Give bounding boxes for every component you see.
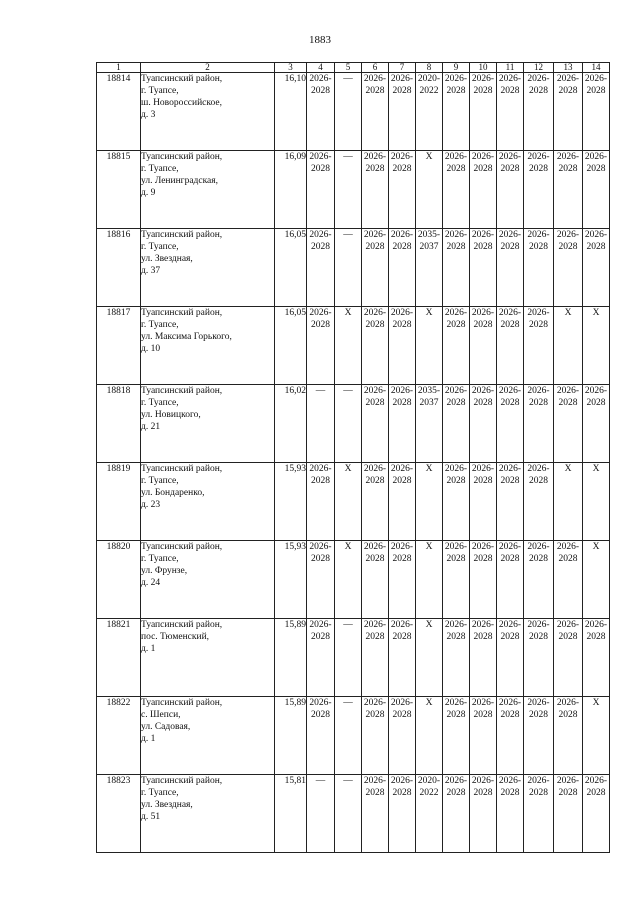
period-cell: 2026- 2028 xyxy=(389,775,416,853)
address-line: г. Туапсе, xyxy=(141,164,179,174)
period-cell: 2026- 2028 xyxy=(307,229,335,307)
record-number: 18822 xyxy=(97,697,141,775)
address-cell xyxy=(141,619,275,697)
period-cell: Х xyxy=(554,307,583,385)
page-number: 1883 xyxy=(309,34,331,46)
address-line: г. Туапсе, xyxy=(141,788,179,798)
value-cell: 16,05 xyxy=(275,307,307,385)
period-cell: 2026- 2028 xyxy=(362,619,389,697)
record-number: 18817 xyxy=(97,307,141,385)
address-line: д. 21 xyxy=(141,422,161,432)
address-line: г. Туапсе, xyxy=(141,242,179,252)
period-cell: 2026- 2028 xyxy=(470,73,497,151)
period-cell: — xyxy=(335,151,362,229)
address-line: ул. Звездная, xyxy=(141,254,193,264)
period-cell: Х xyxy=(583,541,610,619)
period-cell: 2026- 2028 xyxy=(443,697,470,775)
record-number: 18821 xyxy=(97,619,141,697)
period-cell: 2026- 2028 xyxy=(362,385,389,463)
period-cell: 2026- 2028 xyxy=(389,73,416,151)
col-header: 10 xyxy=(470,63,497,73)
address-line: Туапсинский район, xyxy=(141,776,223,786)
period-cell: Х xyxy=(335,541,362,619)
period-cell: Х xyxy=(335,307,362,385)
table-row xyxy=(97,385,610,463)
col-header: 12 xyxy=(524,63,554,73)
period-cell: 2026- 2028 xyxy=(443,463,470,541)
record-number: 18815 xyxy=(97,151,141,229)
record-number: 18818 xyxy=(97,385,141,463)
period-cell: 2026- 2028 xyxy=(497,541,524,619)
period-cell: 2026- 2028 xyxy=(443,151,470,229)
period-cell: 2026- 2028 xyxy=(497,619,524,697)
address-line: ул. Бондаренко, xyxy=(141,488,205,498)
period-cell: 2026- 2028 xyxy=(497,73,524,151)
period-cell: 2026- 2028 xyxy=(524,385,554,463)
period-cell: 2026- 2028 xyxy=(524,307,554,385)
period-cell: 2026- 2028 xyxy=(389,619,416,697)
col-header: 4 xyxy=(307,63,335,73)
address-line: Туапсинский район, xyxy=(141,74,223,84)
period-cell: 2026- 2028 xyxy=(554,229,583,307)
period-cell: Х xyxy=(335,463,362,541)
period-cell: 2026- 2028 xyxy=(497,229,524,307)
col-header: 9 xyxy=(443,63,470,73)
period-cell: — xyxy=(335,697,362,775)
record-number: 18819 xyxy=(97,463,141,541)
table-row xyxy=(97,307,610,385)
address-line: Туапсинский район, xyxy=(141,620,223,630)
period-cell: — xyxy=(335,775,362,853)
col-header: 1 xyxy=(97,63,141,73)
period-cell: 2026- 2028 xyxy=(443,307,470,385)
period-cell: 2026- 2028 xyxy=(583,775,610,853)
col-header: 5 xyxy=(335,63,362,73)
period-cell: 2026- 2028 xyxy=(497,385,524,463)
period-cell: Х xyxy=(416,463,443,541)
period-cell: 2026- 2028 xyxy=(497,697,524,775)
address-line: д. 9 xyxy=(141,188,156,198)
period-cell: 2026- 2028 xyxy=(362,775,389,853)
period-cell: 2026- 2028 xyxy=(443,73,470,151)
address-line: д. 24 xyxy=(141,578,161,588)
address-line: д. 1 xyxy=(141,734,156,744)
period-cell: 2026- 2028 xyxy=(362,697,389,775)
address-line: Туапсинский район, xyxy=(141,230,223,240)
address-line: д. 23 xyxy=(141,500,161,510)
period-cell: 2026- 2028 xyxy=(524,541,554,619)
period-cell: — xyxy=(335,619,362,697)
period-cell: 2026- 2028 xyxy=(307,463,335,541)
address-line: Туапсинский район, xyxy=(141,698,223,708)
period-cell: 2026- 2028 xyxy=(470,619,497,697)
period-cell: 2026- 2028 xyxy=(524,229,554,307)
period-cell: — xyxy=(335,385,362,463)
col-header: 7 xyxy=(389,63,416,73)
table-row xyxy=(97,229,610,307)
period-cell: 2026- 2028 xyxy=(389,385,416,463)
address-cell xyxy=(141,307,275,385)
period-cell: 2026- 2028 xyxy=(554,73,583,151)
period-cell: 2026- 2028 xyxy=(389,151,416,229)
period-cell: 2026- 2028 xyxy=(362,541,389,619)
period-cell: 2026- 2028 xyxy=(554,151,583,229)
address-line: Туапсинский район, xyxy=(141,464,223,474)
period-cell: 2026- 2028 xyxy=(470,775,497,853)
value-cell: 15,93 xyxy=(275,463,307,541)
address-cell xyxy=(141,229,275,307)
address-line: ул. Новицкого, xyxy=(141,410,201,420)
value-cell: 15,89 xyxy=(275,697,307,775)
period-cell: 2026- 2028 xyxy=(470,697,497,775)
period-cell: 2026- 2028 xyxy=(362,229,389,307)
period-cell: 2026- 2028 xyxy=(362,151,389,229)
period-cell: 2020- 2022 xyxy=(416,775,443,853)
period-cell: 2026- 2028 xyxy=(524,73,554,151)
record-number: 18823 xyxy=(97,775,141,853)
period-cell: 2026- 2028 xyxy=(307,73,335,151)
period-cell: 2026- 2028 xyxy=(524,775,554,853)
address-line: ул. Максима Горького, xyxy=(141,332,232,342)
period-cell: 2026- 2028 xyxy=(389,307,416,385)
address-line: пос. Тюменский, xyxy=(141,632,210,642)
period-cell: 2026- 2028 xyxy=(362,463,389,541)
address-line: ул. Фрунзе, xyxy=(141,566,188,576)
address-line: ул. Садовая, xyxy=(141,722,191,732)
record-number: 18816 xyxy=(97,229,141,307)
period-cell: Х xyxy=(583,697,610,775)
period-cell: Х xyxy=(554,463,583,541)
period-cell: 2026- 2028 xyxy=(524,463,554,541)
address-line: г. Туапсе, xyxy=(141,554,179,564)
table-row xyxy=(97,697,610,775)
value-cell: 16,10 xyxy=(275,73,307,151)
col-header: 13 xyxy=(554,63,583,73)
period-cell: Х xyxy=(583,307,610,385)
period-cell: 2026- 2028 xyxy=(583,619,610,697)
period-cell: 2026- 2028 xyxy=(307,541,335,619)
address-line: с. Шепси, xyxy=(141,710,181,720)
period-cell: — xyxy=(307,385,335,463)
period-cell: 2026- 2028 xyxy=(389,463,416,541)
period-cell: 2026- 2028 xyxy=(497,151,524,229)
address-line: Туапсинский район, xyxy=(141,308,223,318)
record-number: 18814 xyxy=(97,73,141,151)
period-cell: Х xyxy=(583,463,610,541)
period-cell: — xyxy=(335,229,362,307)
value-cell: 16,02 xyxy=(275,385,307,463)
period-cell: 2026- 2028 xyxy=(554,775,583,853)
col-header: 14 xyxy=(583,63,610,73)
period-cell: 2026- 2028 xyxy=(470,151,497,229)
address-line: д. 3 xyxy=(141,110,156,120)
address-line: г. Туапсе, xyxy=(141,398,179,408)
period-cell: 2026- 2028 xyxy=(470,229,497,307)
period-cell: 2026- 2028 xyxy=(470,541,497,619)
value-cell: 16,09 xyxy=(275,151,307,229)
table-row xyxy=(97,463,610,541)
address-line: Туапсинский район, xyxy=(141,542,223,552)
period-cell: 2026- 2028 xyxy=(443,385,470,463)
period-cell: 2026- 2028 xyxy=(362,307,389,385)
value-cell: 15,93 xyxy=(275,541,307,619)
address-cell xyxy=(141,73,275,151)
period-cell: 2026- 2028 xyxy=(583,73,610,151)
value-cell: 15,81 xyxy=(275,775,307,853)
period-cell: 2026- 2028 xyxy=(583,151,610,229)
table-row xyxy=(97,619,610,697)
address-line: ш. Новороссийское, xyxy=(141,98,222,108)
period-cell: 2026- 2028 xyxy=(524,697,554,775)
period-cell: 2035- 2037 xyxy=(416,385,443,463)
period-cell: 2026- 2028 xyxy=(554,541,583,619)
period-cell: Х xyxy=(416,619,443,697)
period-cell: 2026- 2028 xyxy=(307,619,335,697)
period-cell: 2026- 2028 xyxy=(497,775,524,853)
value-cell: 16,05 xyxy=(275,229,307,307)
period-cell: 2026- 2028 xyxy=(497,463,524,541)
register-table xyxy=(96,62,610,853)
table-row xyxy=(97,541,610,619)
period-cell: Х xyxy=(416,697,443,775)
address-line: ул. Ленинградская, xyxy=(141,176,219,186)
period-cell: 2026- 2028 xyxy=(554,619,583,697)
address-line: д. 37 xyxy=(141,266,161,276)
col-header: 8 xyxy=(416,63,443,73)
address-line: г. Туапсе, xyxy=(141,320,179,330)
period-cell: — xyxy=(335,73,362,151)
address-cell xyxy=(141,775,275,853)
address-cell xyxy=(141,385,275,463)
period-cell: 2026- 2028 xyxy=(307,307,335,385)
period-cell: 2026- 2028 xyxy=(554,697,583,775)
address-cell xyxy=(141,463,275,541)
period-cell: 2026- 2028 xyxy=(443,229,470,307)
period-cell: 2026- 2028 xyxy=(443,541,470,619)
period-cell: — xyxy=(307,775,335,853)
period-cell: 2026- 2028 xyxy=(443,619,470,697)
address-line: Туапсинский район, xyxy=(141,386,223,396)
table-row xyxy=(97,775,610,853)
period-cell: Х xyxy=(416,307,443,385)
period-cell: 2026- 2028 xyxy=(389,541,416,619)
address-cell xyxy=(141,541,275,619)
period-cell: 2026- 2028 xyxy=(307,697,335,775)
period-cell: Х xyxy=(416,151,443,229)
address-cell xyxy=(141,697,275,775)
period-cell: 2026- 2028 xyxy=(583,229,610,307)
table-row xyxy=(97,73,610,151)
address-line: д. 1 xyxy=(141,644,156,654)
address-line: д. 10 xyxy=(141,344,161,354)
col-header: 3 xyxy=(275,63,307,73)
period-cell: 2026- 2028 xyxy=(443,775,470,853)
column-number-row xyxy=(97,63,610,73)
col-header: 2 xyxy=(141,63,275,73)
col-header: 11 xyxy=(497,63,524,73)
period-cell: 2026- 2028 xyxy=(389,229,416,307)
period-cell: 2026- 2028 xyxy=(470,463,497,541)
address-line: ул. Звездная, xyxy=(141,800,193,810)
value-cell: 15,89 xyxy=(275,619,307,697)
period-cell: 2026- 2028 xyxy=(524,619,554,697)
period-cell: 2026- 2028 xyxy=(524,151,554,229)
period-cell: 2020- 2022 xyxy=(416,73,443,151)
address-cell xyxy=(141,151,275,229)
address-line: г. Туапсе, xyxy=(141,86,179,96)
address-line: г. Туапсе, xyxy=(141,476,179,486)
period-cell: 2026- 2028 xyxy=(307,151,335,229)
table-row xyxy=(97,151,610,229)
col-header: 6 xyxy=(362,63,389,73)
period-cell: Х xyxy=(416,541,443,619)
period-cell: 2026- 2028 xyxy=(389,697,416,775)
period-cell: 2026- 2028 xyxy=(497,307,524,385)
address-line: д. 51 xyxy=(141,812,161,822)
period-cell: 2026- 2028 xyxy=(554,385,583,463)
period-cell: 2035- 2037 xyxy=(416,229,443,307)
record-number: 18820 xyxy=(97,541,141,619)
period-cell: 2026- 2028 xyxy=(362,73,389,151)
period-cell: 2026- 2028 xyxy=(470,385,497,463)
period-cell: 2026- 2028 xyxy=(470,307,497,385)
address-line: Туапсинский район, xyxy=(141,152,223,162)
period-cell: 2026- 2028 xyxy=(583,385,610,463)
